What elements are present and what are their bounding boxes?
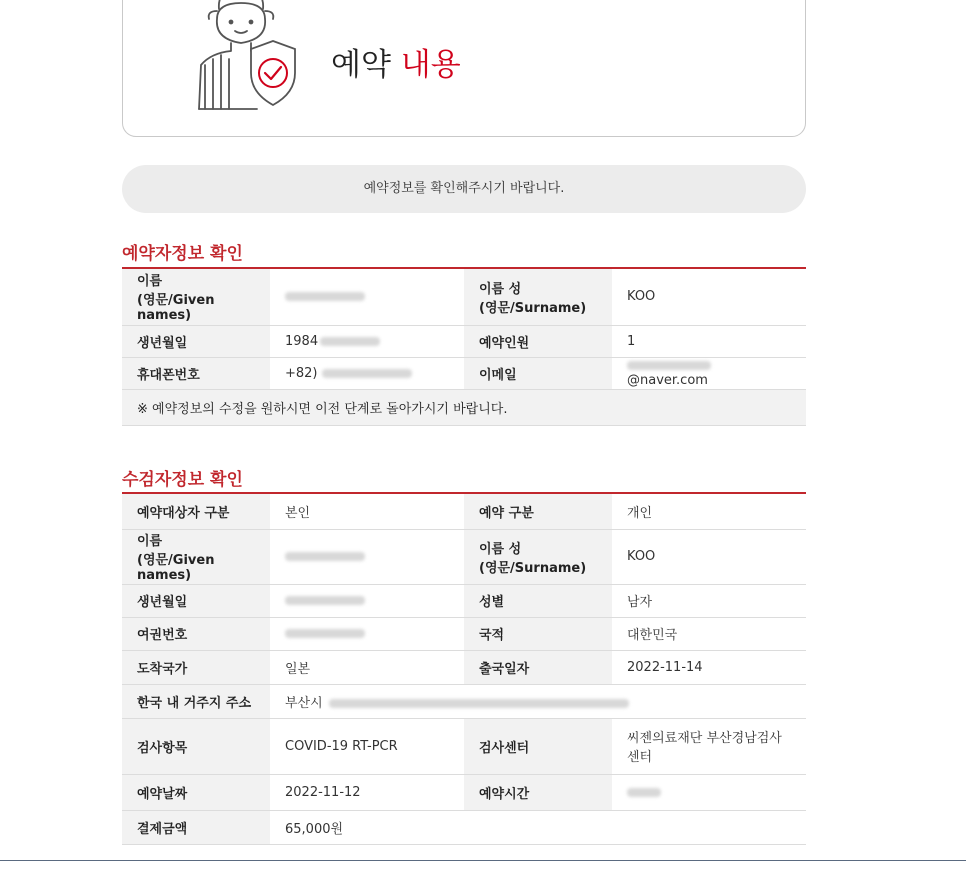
redacted-value [627,788,661,797]
table-row [122,810,806,844]
birth-value [270,584,464,617]
count-value: 1 [612,325,806,357]
section-title-examinee: 수검자정보 확인 [122,470,243,490]
email-value: @naver.com [612,357,806,389]
departure-value: 2022-11-14 [612,650,806,684]
table-row [122,325,806,357]
birth-label: 생년월일 [122,584,270,617]
reserver-info-table [122,269,806,426]
section-title-reserver: 예약자정보 확인 [122,244,243,264]
test-value: COVID-19 RT-PCR [270,718,464,774]
center-label: 검사센터 [464,718,612,774]
table-row [122,269,806,325]
type-value: 개인 [612,494,806,529]
page-bottom-divider [0,860,966,861]
table-row [122,389,806,425]
center-value: 씨젠의료재단 부산경남검사센터 [612,718,806,774]
given-name-label: 이름 (영문/Given names) [122,269,270,325]
table-row [122,617,806,650]
gender-value: 남자 [612,584,806,617]
table-row [122,584,806,617]
amount-value: 65,000원 [270,810,464,844]
table-row [122,774,806,810]
table-row [122,650,806,684]
address-label: 한국 내 거주지 주소 [122,684,270,718]
surname-label: 이름 성 (영문/Surname) [464,529,612,584]
departure-label: 출국일자 [464,650,612,684]
given-name-value [270,269,464,325]
surname-label: 이름 성 (영문/Surname) [464,269,612,325]
target-value: 본인 [270,494,464,529]
notice-banner: 예약정보를 확인해주시기 바랍니다. [122,165,806,213]
redacted-value [285,596,365,605]
table-row [122,718,806,774]
nationality-value: 대한민국 [612,617,806,650]
given-name-label: 이름 (영문/Given names) [122,529,270,584]
redacted-value [322,369,412,378]
date-label: 예약날짜 [122,774,270,810]
table-row [122,357,806,389]
nationality-label: 국적 [464,617,612,650]
given-name-value [270,529,464,584]
phone-value: +82) [270,357,464,389]
test-label: 검사항목 [122,718,270,774]
birth-label: 생년월일 [122,325,270,357]
passport-label: 여권번호 [122,617,270,650]
edit-note: ※ 예약정보의 수정을 원하시면 이전 단계로 돌아가시기 바랍니다. [122,389,806,425]
email-label: 이메일 [464,357,612,389]
time-label: 예약시간 [464,774,612,810]
phone-label: 휴대폰번호 [122,357,270,389]
redacted-value [285,552,365,561]
table-row [122,494,806,529]
target-label: 예약대상자 구분 [122,494,270,529]
surname-value: KOO [612,529,806,584]
time-value [612,774,806,810]
passport-value [270,617,464,650]
redacted-value [329,699,629,708]
arrival-value: 일본 [270,650,464,684]
birth-value: 1984 [270,325,464,357]
reservation-header-card [122,0,806,137]
page-title: 예약 내용 [331,47,461,83]
date-value: 2022-11-12 [270,774,464,810]
redacted-value [627,361,711,370]
table-row [122,529,806,584]
person-shield-illustration [181,0,301,116]
redacted-value [285,629,365,638]
examinee-info-table [122,494,806,845]
amount-label: 결제금액 [122,810,270,844]
arrival-label: 도착국가 [122,650,270,684]
type-label: 예약 구분 [464,494,612,529]
address-value: 부산시 [270,684,806,718]
gender-label: 성별 [464,584,612,617]
redacted-value [285,292,365,301]
empty-cell [464,810,806,844]
count-label: 예약인원 [464,325,612,357]
table-row [122,684,806,718]
surname-value: KOO [612,269,806,325]
redacted-value [320,337,380,346]
